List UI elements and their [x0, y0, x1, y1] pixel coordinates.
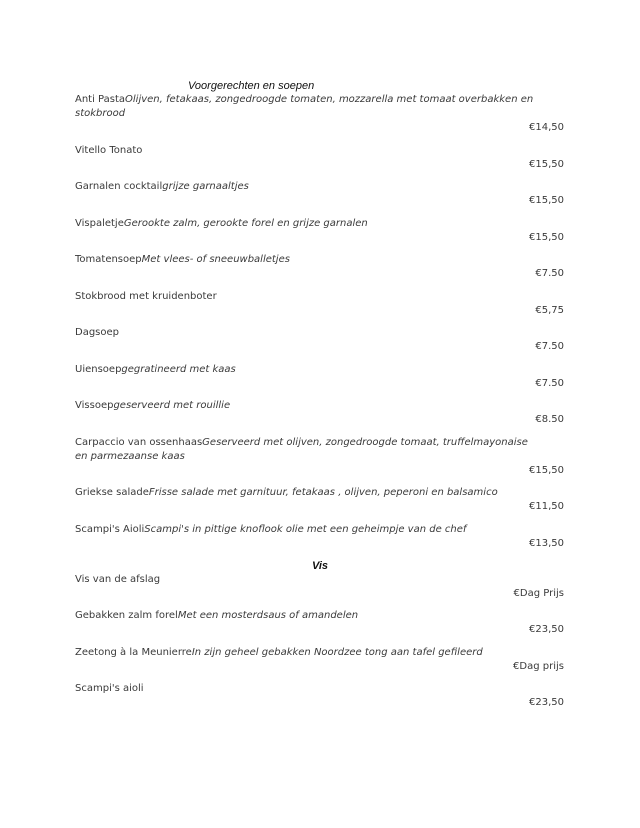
item-price: €11,50 [529, 501, 564, 512]
item-line [75, 93, 540, 121]
section-vis [75, 573, 565, 711]
item-line [75, 682, 540, 696]
item-line [75, 290, 540, 304]
menu-item [75, 144, 565, 172]
item-price: €15,50 [529, 231, 564, 243]
item-price: €14,50 [529, 122, 564, 133]
menu-item [75, 180, 565, 208]
item-price: €15,50 [529, 158, 564, 170]
item-price: €5,75 [535, 304, 564, 316]
item-price: €Dag Prijs [513, 587, 564, 599]
menu-item [75, 363, 565, 391]
item-line [75, 144, 540, 158]
item-name: Tomatensoep [75, 254, 142, 265]
menu-item [75, 573, 565, 601]
menu-item [75, 399, 565, 427]
item-name: Vitello Tonato [75, 144, 143, 156]
menu-item [75, 93, 565, 135]
item-price: €23,50 [529, 624, 564, 635]
menu-item [75, 436, 565, 478]
item-name: Dagsoep [75, 327, 120, 338]
item-name: Stokbrood met kruidenboter [75, 290, 217, 302]
item-name: Vis van de afslag [75, 573, 161, 585]
item-line [75, 609, 540, 623]
item-line [75, 217, 540, 231]
item-line [75, 180, 540, 194]
item-description: Scampi's in pittige knoflook olie met een geheimpje van de chef [144, 523, 467, 535]
item-description: Gerookte zalm, gerookte forel en grijze garnalen [123, 217, 368, 229]
item-description: Met een mosterdsaus of amandelen [177, 610, 359, 621]
item-line [75, 399, 540, 413]
item-price: €Dag prijs [513, 660, 564, 672]
item-price: €23,50 [529, 697, 564, 708]
item-description: geserveerd met rouillie [113, 400, 231, 411]
item-price: €7.50 [535, 268, 564, 279]
item-name: Zeetong à la Meunierre [75, 646, 192, 658]
item-line [75, 253, 540, 267]
menu-item [75, 290, 565, 318]
menu-page [75, 80, 565, 719]
item-line [75, 326, 540, 340]
section-heading-vis: Vis [311, 559, 329, 572]
item-price: €7.50 [535, 377, 564, 389]
item-description: Olijven, fetakaas, zongedroogde tomaten, mozzarella met tomaat overbakken en stokbrood [75, 94, 534, 119]
menu-item [75, 217, 565, 245]
item-description: grijze garnaaltjes [162, 181, 249, 192]
item-price: €13,50 [529, 537, 564, 549]
item-name: Griekse salade [75, 487, 149, 498]
item-line [75, 363, 540, 377]
item-name: Vissoep [75, 400, 114, 411]
item-name: Vispaletje [75, 217, 124, 229]
item-description: Geserveerd met olijven, zongedroogde tomaat, truffelmayonaise en parmezaanse kaas [75, 436, 528, 462]
menu-item [75, 609, 565, 637]
item-price: €7.50 [535, 341, 564, 352]
item-price: €8.50 [535, 414, 564, 425]
item-name: Anti Pasta [75, 94, 126, 105]
item-name: Scampi's Aioli [75, 523, 145, 535]
item-line [75, 436, 540, 464]
section-heading-voorgerechten: Voorgerechten en soepen [188, 80, 315, 92]
item-description: Met vlees- of sneeuwballetjes [141, 254, 290, 265]
item-name: Carpaccio van ossenhaas [75, 436, 203, 448]
menu-item [75, 682, 565, 710]
item-name: Garnalen cocktail [75, 181, 163, 192]
item-description: Frisse salade met garnituur, fetakaas , olijven, peperoni en balsamico [148, 487, 498, 498]
item-description: In zijn geheel gebakken Noordzee tong aan tafel gefileerd [191, 646, 483, 658]
item-line [75, 646, 540, 660]
item-description: gegratineerd met kaas [121, 363, 236, 375]
item-name: Scampi's aioli [75, 683, 144, 694]
section-voorgerechten [75, 93, 565, 551]
item-price: €15,50 [529, 195, 564, 206]
menu-item [75, 646, 565, 674]
item-line [75, 486, 540, 500]
item-line [75, 573, 540, 587]
menu-item [75, 486, 565, 514]
item-price: €15,50 [529, 464, 564, 476]
menu-item [75, 253, 565, 281]
menu-item [75, 523, 565, 551]
item-line [75, 523, 540, 537]
menu-item [75, 326, 565, 354]
item-name: Gebakken zalm forel [75, 610, 178, 621]
item-name: Uiensoep [75, 363, 122, 375]
